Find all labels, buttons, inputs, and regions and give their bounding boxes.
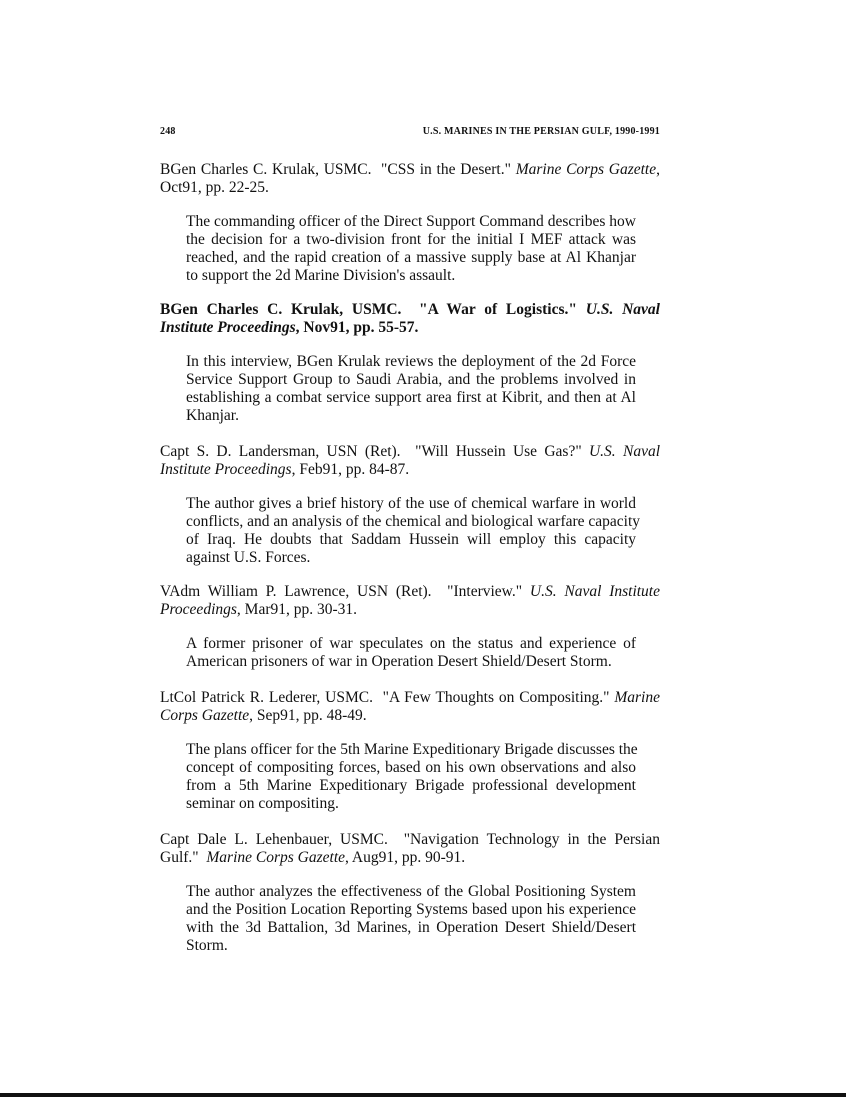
citation-segment: Marine Corps Gazette xyxy=(206,849,346,866)
summary-line: and the Position Location Reporting Systems based upon his experience xyxy=(186,901,636,918)
citation-segment: Capt Dale L. Lehenbauer, USMC. "Navigation Technology in the Persian xyxy=(160,831,660,848)
summary-line: reached, and the rapid creation of a massive supply base at Al Khanjar xyxy=(186,249,636,266)
citation xyxy=(160,443,660,479)
summary-line: American prisoners of war in Operation Desert Shield/Desert Storm. xyxy=(186,653,612,670)
citation xyxy=(160,583,660,619)
summary-line: Service Support Group to Saudi Arabia, and the problems involved in xyxy=(186,371,636,388)
citation-line xyxy=(160,707,660,725)
citation-line xyxy=(160,319,660,337)
citation-segment: U.S. Naval xyxy=(585,301,660,318)
citation-segment: , Sep91, pp. 48-49. xyxy=(249,707,367,724)
citation xyxy=(160,831,660,867)
citation-line xyxy=(160,689,660,707)
page-number: 248 xyxy=(160,126,176,137)
citation-line xyxy=(160,461,660,479)
citation-line xyxy=(160,831,660,849)
summary-line: seminar on compositing. xyxy=(186,795,339,812)
citation-segment: VAdm William P. Lawrence, USN (Ret). "Interview." xyxy=(160,583,530,600)
summary-line: The author gives a brief history of the use of chemical warfare in world xyxy=(186,495,636,512)
citation-segment: Proceedings xyxy=(160,601,237,618)
citation-segment: Marine Corps Gazette xyxy=(515,161,657,178)
citation-segment: BGen Charles C. Krulak, USMC. "CSS in the Desert." xyxy=(160,161,516,178)
summary-line: concept of compositing forces, based on his own observations and also xyxy=(186,759,636,776)
citation-segment: BGen Charles C. Krulak, USMC. "A War of Logistics." xyxy=(160,301,586,318)
citation-segment: Oct91, pp. 22-25. xyxy=(160,179,269,196)
summary xyxy=(186,635,636,671)
citation-segment: Capt S. D. Landersman, USN (Ret). "Will Hussein Use Gas?" xyxy=(160,443,589,460)
citation-line xyxy=(160,443,660,461)
citation-segment: Gulf." xyxy=(160,849,207,866)
summary-line: A former prisoner of war speculates on the status and experience of xyxy=(186,635,636,652)
citation xyxy=(160,301,660,337)
summary-line: The plans officer for the 5th Marine Expeditionary Brigade discusses the xyxy=(186,741,638,758)
citation-line xyxy=(160,849,660,867)
citation-segment: , Feb91, pp. 84-87. xyxy=(291,461,410,478)
summary-line: conflicts, and an analysis of the chemical and biological warfare capacity xyxy=(186,513,641,530)
summary-line: In this interview, BGen Krulak reviews the deployment of the 2d Force xyxy=(186,353,636,370)
summary xyxy=(186,883,636,955)
summary xyxy=(186,353,636,425)
citation-line xyxy=(160,179,660,197)
summary-line: with the 3d Battalion, 3d Marines, in Operation Desert Shield/Desert xyxy=(186,919,636,936)
citation-line xyxy=(160,301,660,319)
citation-line xyxy=(160,601,660,619)
citation-segment: LtCol Patrick R. Lederer, USMC. "A Few Thoughts on Compositing." xyxy=(160,689,615,706)
summary-line: The author analyzes the effectiveness of the Global Positioning System xyxy=(186,883,636,900)
citation-segment: , xyxy=(656,161,660,178)
summary-line: of Iraq. He doubts that Saddam Hussein will employ this capacity xyxy=(186,531,636,548)
summary-line: Storm. xyxy=(186,937,228,954)
summary-line: the decision for a two-division front for the initial I MEF attack was xyxy=(186,231,636,248)
citation-segment: , Aug91, pp. 90-91. xyxy=(345,849,466,866)
summary-line: to support the 2d Marine Division's assault. xyxy=(186,267,456,284)
citation xyxy=(160,161,660,197)
bottom-rule xyxy=(0,1093,846,1097)
citation-segment: , Mar91, pp. 30-31. xyxy=(236,601,358,618)
citation xyxy=(160,689,660,725)
summary xyxy=(186,495,641,567)
summary xyxy=(186,213,636,285)
citation-line xyxy=(160,161,660,179)
citation-segment: Corps Gazette xyxy=(160,707,250,724)
summary-line: The commanding officer of the Direct Support Command describes how xyxy=(186,213,636,230)
summary-line: Khanjar. xyxy=(186,407,239,424)
summary-line: against U.S. Forces. xyxy=(186,549,311,566)
summary-line: establishing a combat service support area first at Kibrit, and then at Al xyxy=(186,389,636,406)
summary-line: from a 5th Marine Expeditionary Brigade professional development xyxy=(186,777,636,794)
citation-segment: Marine xyxy=(614,689,660,706)
citation-segment: U.S. Naval xyxy=(588,443,661,460)
citation-segment: U.S. Naval Institute xyxy=(529,583,660,600)
running-title: U.S. MARINES IN THE PERSIAN GULF, 1990-1991 xyxy=(422,126,660,137)
citation-line xyxy=(160,583,660,601)
citation-segment: , Nov91, pp. 55-57. xyxy=(295,319,419,336)
summary xyxy=(186,741,636,813)
citation-segment: Institute Proceedings xyxy=(160,461,292,478)
citation-segment: Institute Proceedings xyxy=(160,319,296,336)
